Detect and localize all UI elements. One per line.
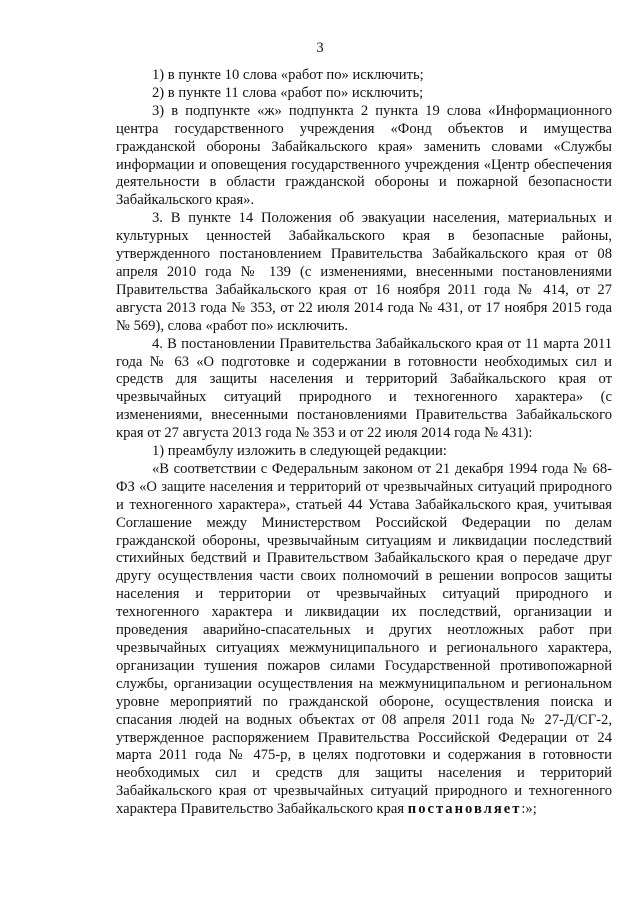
preamble-ending: :»;	[521, 801, 537, 818]
preamble-body: «В соответствии с Федеральным законом от 21 декабря 1994 года № 68-ФЗ «О защите населения и территорий от чрезвычайных ситуаций природного и техногенного характера», статьей 44 Устава Забайкальского края, учитывая Соглашение между Министерством Российской Федерации по делам гражданской обороны, чрезвычайным ситуациям и ликвидации последствий стихийных бедствий и Правительством Забайкальского края о передаче друг другу осуществления части своих полномочий в решении вопросов защиты населения и территории от чрезвычайных ситуаций природного и техногенного характера и ликвидации их последствий, организации и проведения аварийно-спасательных и других неотложных работ при чрезвычайных ситуациях межмуниципального и регионального характера, организации тушения пожаров силами Государственной противопожарной службы, организации осуществления на межмуниципальном и региональном уровне мероприятий по гражданской обороне, осуществления поиска и спасания людей на водных объектах от 08 апреля 2011 года № 27-Д/СГ-2, утвержденное распоряжением Правительства Российской Федерации от 24 марта 2011 года № 475-р, в целях подготовки и содержания в готовности необходимых сил и средств для защиты населения и территорий Забайкальского края от чрезвычайных ситуаций природного и техногенного характера Правительство Забайкальского края	[116, 460, 612, 818]
paragraph-item-3: 3) в подпункте «ж» подпункта 2 пункта 19 слова «Информационного центра государственного учреждения «Фонд объектов и имущества гражданской обороны Забайкальского края» заменить словами «Службы информации и оповещения государственного учреждения «Центр обеспечения деятельности в области гражданской обороны и пожарной безопасности Забайкальского края».	[116, 102, 612, 209]
paragraph-point-3: 3. В пункте 14 Положения об эвакуации населения, материальных и культурных ценностей Забайкальского края в безопасные районы, утвержденного постановлением Правительства Забайкальского края от 08 апреля 2010 года № 139 (с изменениями, внесенными постановлениями Правительства Забайкальского края от 16 ноября 2011 года № 414, от 27 августа 2013 года № 353, от 22 июля 2014 года № 431, от 17 ноября 2015 года № 569), слова «работ по» исключить.	[116, 210, 612, 334]
paragraph-preamble-text	[116, 461, 612, 819]
document-body	[116, 67, 612, 819]
paragraph-point-4: 4. В постановлении Правительства Забайкальского края от 11 марта 2011 года № 63 «О подготовке и содержании в готовности необходимых сил и средств для защиты населения и территорий Забайкальского края от чрезвычайных ситуаций природного и техногенного характера» (с изменениями, внесенными постановлениями Правительства Забайкальского края от 27 августа 2013 года № 353 и от 22 июля 2014 года № 431):	[116, 335, 612, 442]
page-number: 3	[316, 40, 324, 56]
resolution-word: постановляет	[407, 801, 522, 818]
paragraph-preamble-intro: 1) преамбулу изложить в следующей редакции:	[152, 443, 447, 460]
paragraph-item-2: 2) в пункте 11 слова «работ по» исключить;	[152, 84, 424, 101]
paragraph-item-1: 1) в пункте 10 слова «работ по» исключить;	[152, 67, 424, 83]
